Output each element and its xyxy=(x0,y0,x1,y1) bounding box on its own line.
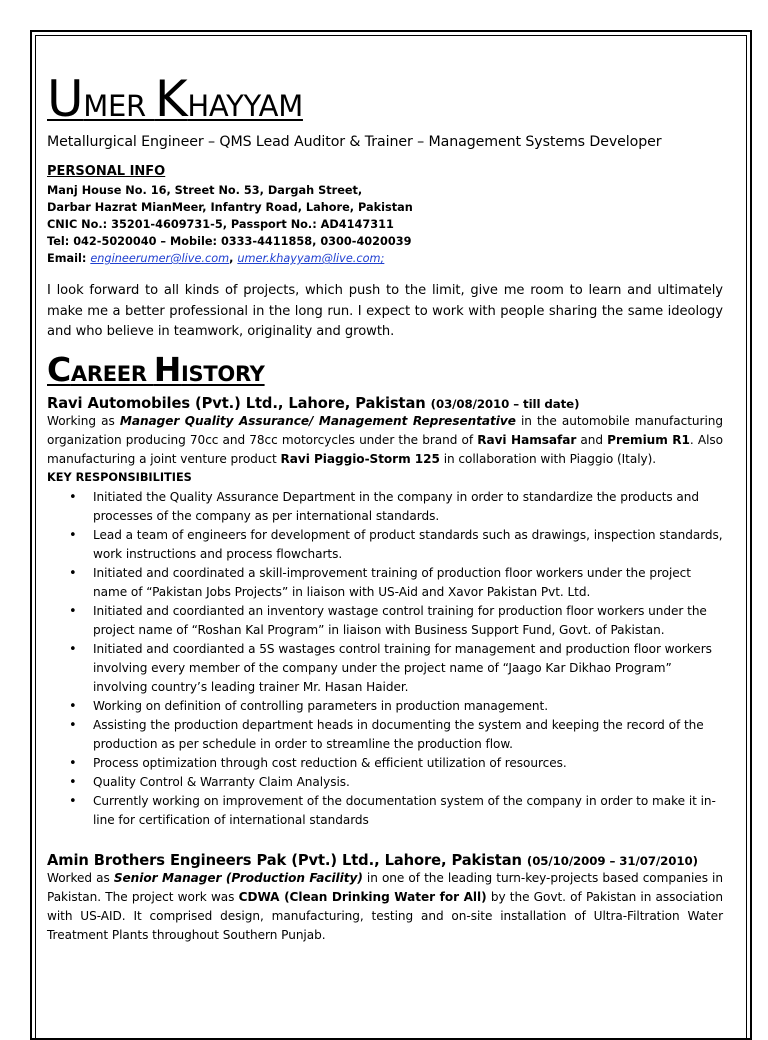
list-item: • Working on definition of controlling parameters in production management. xyxy=(67,697,723,716)
list-item: • Initiated and coordinated a skill-improvement training of production floor workers under the project name of “Pakistan Jobs Projects” in liaison with US-Aid and Xavor Pakistan Pvt. Ltd. xyxy=(67,564,723,602)
personal-info-block xyxy=(47,182,723,267)
email-link-2[interactable]: umer.khayyam@live.com xyxy=(237,252,381,265)
job-1-dates: (03/08/2010 – till date) xyxy=(430,396,580,411)
job-2-dates: (05/10/2009 – 31/07/2010) xyxy=(526,853,698,868)
list-item: • Initiated and coordianted a 5S wastages control training for management and production floor workers involving every member of the company under the project name of “Jaago Kar Dikhao Program” involving country’s leading trainer Mr. Hasan Haider. xyxy=(67,640,723,697)
job-2-title: Amin Brothers Engineers Pak (Pvt.) Ltd., Lahore, Pakistan (05/10/2009 – 31/07/2010) xyxy=(47,851,698,869)
candidate-name: UMER KHAYYAM xyxy=(47,70,303,128)
key-responsibilities-heading: KEY RESPONSIBILITIES xyxy=(47,470,192,484)
job-2-description: Worked as Senior Manager (Production Facility) in one of the leading turn-key-projects based companies in Pakistan. The project work was CDWA (Clean Drinking Water for All) by the Govt. of Pakistan in association with US-AID. It comprised design, manufacturing, testing and on-site installation of Ultra-Filtration Water Treatment Plants throughout Southern Punjab. xyxy=(47,870,723,942)
phone-numbers: Tel: 042-5020040 – Mobile: 0333-4411858, 0300-4020039 xyxy=(47,235,412,248)
job-1-title: Ravi Automobiles (Pvt.) Ltd., Lahore, Pakistan (03/08/2010 – till date) xyxy=(47,394,580,412)
email-link-1[interactable]: engineerumer@live.com xyxy=(90,252,230,265)
list-item: • Initiated the Quality Assurance Department in the company in order to standardize the products and processes of the company as per international standards. xyxy=(67,488,723,526)
list-item: • Assisting the production department heads in documenting the system and keeping the record of the production as per schedule in order to streamline the production flow. xyxy=(67,716,723,754)
address-line-1: Manj House No. 16, Street No. 53, Dargah Street, xyxy=(47,184,363,197)
career-history-heading: CAREER HISTORY xyxy=(47,349,265,389)
email-line: Email: engineerumer@live.com, umer.khayyam@live.com; xyxy=(47,252,385,265)
id-numbers: CNIC No.: 35201-4609731-5, Passport No.: AD4147311 xyxy=(47,218,394,231)
list-item: • Currently working on improvement of the documentation system of the company in order to make it in-line for certification of international standards xyxy=(67,792,723,830)
address-line-2: Darbar Hazrat MianMeer, Infantry Road, Lahore, Pakistan xyxy=(47,201,413,214)
personal-info-heading: PERSONAL INFO xyxy=(47,164,166,179)
objective-statement: I look forward to all kinds of projects, which push to the limit, give me room to learn and ultimately make me a better professional in the long run. I expect to work with people sharing the same ideology and who believe in teamwork, originality and growth. xyxy=(47,283,723,339)
professional-title: Metallurgical Engineer – QMS Lead Auditor & Trainer – Management Systems Developer xyxy=(47,134,662,150)
resume-content xyxy=(47,70,724,945)
responsibilities-list xyxy=(67,488,723,830)
list-item: • Process optimization through cost reduction & efficient utilization of resources. xyxy=(67,754,723,773)
list-item: • Quality Control & Warranty Claim Analysis. xyxy=(67,773,723,792)
list-item: • Lead a team of engineers for development of product standards such as drawings, inspection standards, work instructions and process flowcharts. xyxy=(67,526,723,564)
list-item: • Initiated and coordianted an inventory wastage control training for production floor workers under the project name of “Roshan Kal Program” in liaison with Business Support Fund, Govt. of Pakistan. xyxy=(67,602,723,640)
job-1-description: Working as Manager Quality Assurance/ Management Representative in the automobile manufacturing organization producing 70cc and 78cc motorcycles under the brand of Ravi Hamsafar and Premium R1. Also manufacturing a joint venture product Ravi Piaggio-Storm 125 in collaboration with Piaggio (Italy). xyxy=(47,413,724,466)
